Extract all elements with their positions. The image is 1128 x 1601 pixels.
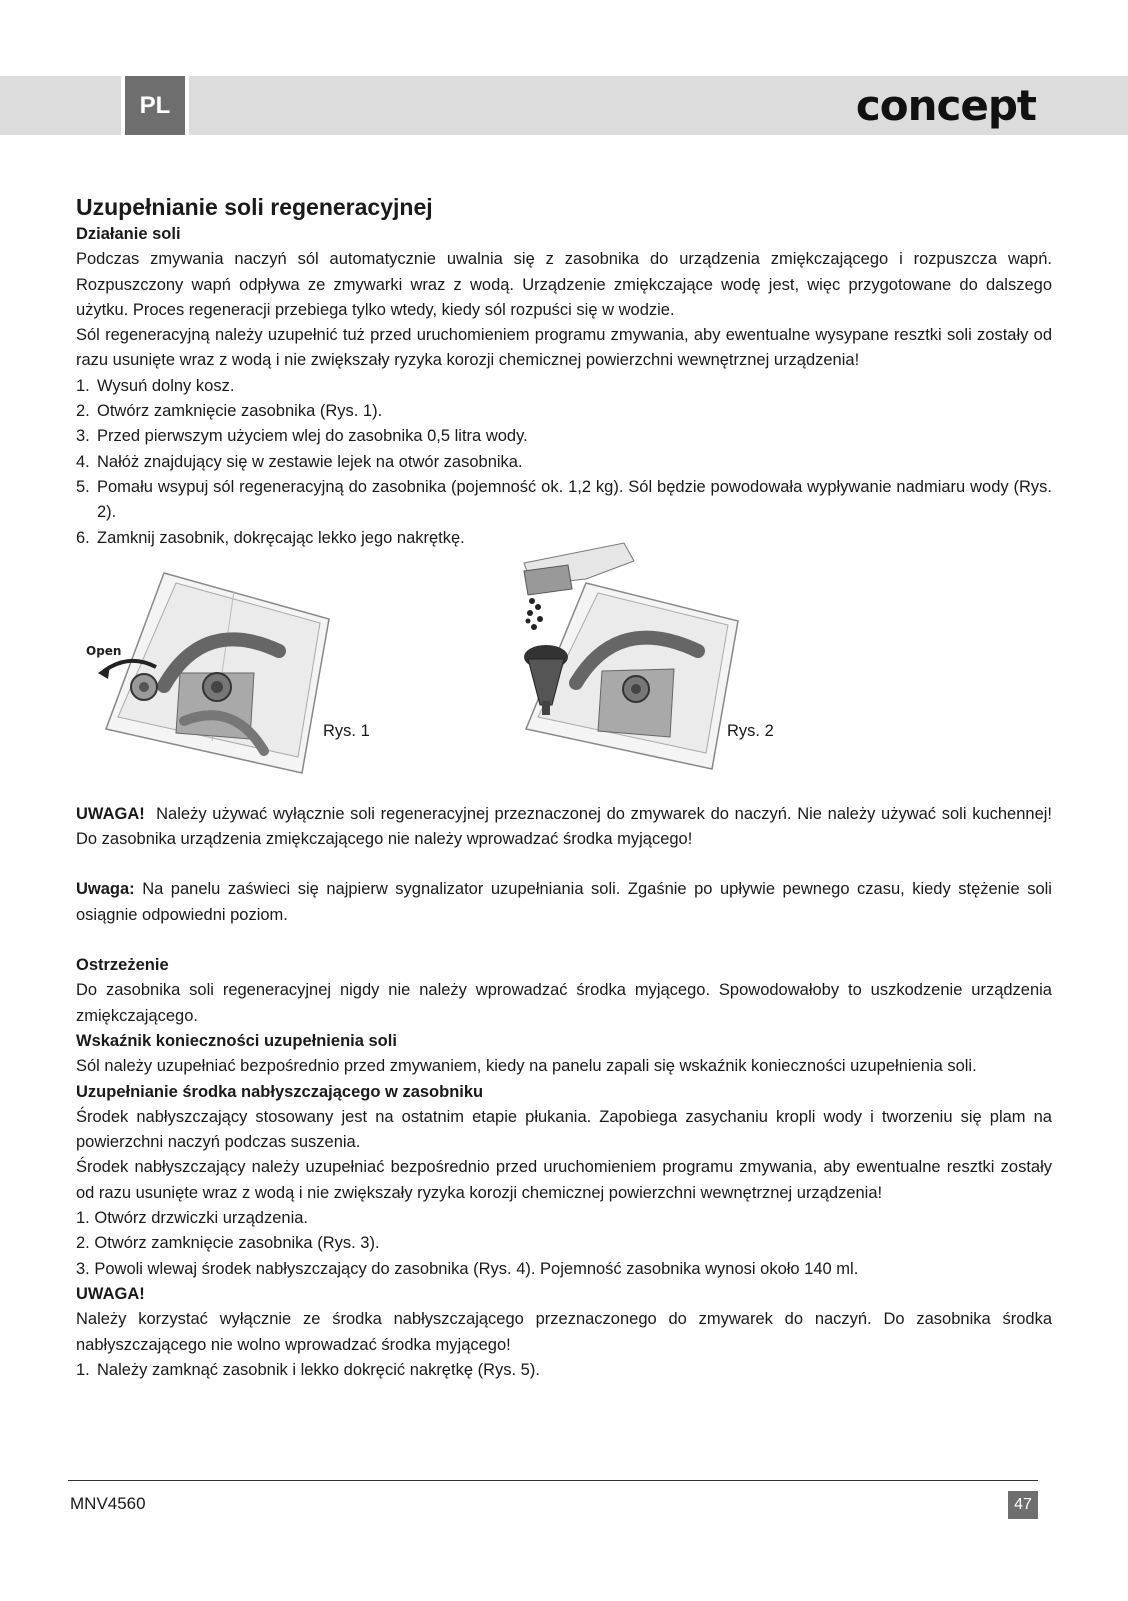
paragraph: Sól należy uzupełniać bezpośrednio przed zmywaniem, kiedy na panelu zapali się wskaźnik konieczności uzupełnienia soli. — [76, 1057, 977, 1076]
figure-2-caption: Rys. 2 — [727, 721, 774, 740]
note-paragraph: Uwaga: Na panelu zaświeci się najpierw sygnalizator uzupełniania soli. Zgaśnie po upływie pewnego czasu, kiedy stężenie soli osiągnie odpowiedni poziom. — [76, 880, 1052, 924]
list-item: 1. Należy zamknąć zasobnik i lekko dokręcić nakrętkę (Rys. 5). — [76, 1360, 540, 1379]
rinse-steps-list — [76, 1206, 1052, 1282]
steps-list — [76, 374, 1052, 551]
figure-1-open-label: Open — [86, 643, 122, 658]
footer-divider — [68, 1480, 1038, 1481]
subsection-title: Uzupełnianie środka nabłyszczającego w zasobniku — [76, 1082, 484, 1101]
list-item: 2. Otwórz zamknięcie zasobnika (Rys. 1). — [76, 402, 383, 421]
subsection-title: Wskaźnik konieczności uzupełnienia soli — [76, 1031, 397, 1050]
paragraph: Środek nabłyszczający stosowany jest na ostatnim etapie płukania. Zapobiega zasychaniu kropli wody i tworzeniu się plam na powierzchni naczyń podczas suszenia. — [76, 1107, 1052, 1152]
paragraph: Podczas zmywania naczyń sól automatycznie uwalnia się z zasobnika do urządzenia zmiękczającego i rozpuszcza wapń. Rozpuszczony wapń odpływa ze zmywarki wraz z wodą. Urządzenie zmiękczające wodę jest, więc przygotowane do dalszego użytku. Proces regeneracji przebiega tylko wtedy, kiedy sól rozpuści się w wodzie. — [76, 250, 1052, 319]
list-item: 6. Zamknij zasobnik, dokręcając lekko jego nakrętkę. — [76, 528, 465, 547]
list-item: 5. Pomału wsypuj sól regeneracyjną do zasobnika (pojemność ok. 1,2 kg). Sól będzie powodowała wypływanie nadmiaru wody (Rys. 2). — [76, 477, 1052, 522]
list-item: 4. Nałóż znajdujący się w zestawie lejek na otwór zasobnika. — [76, 452, 523, 471]
figure-1-illustration — [84, 561, 334, 786]
list-item: 2. Otwórz zamknięcie zasobnika (Rys. 3). — [76, 1234, 380, 1253]
list-item: 1. Otwórz drzwiczki urządzenia. — [76, 1209, 309, 1228]
subsection-title: Ostrzeżenie — [76, 956, 169, 975]
figure-2-illustration — [506, 541, 746, 783]
figures-row — [76, 553, 1052, 800]
warning-paragraph: UWAGA! Należy używać wyłącznie soli regeneracyjnej przeznaczonej do zmywarek do naczyń. Nie należy używać soli kuchennej! Do zasobnika urządzenia zmiękczającego nie należy wprowadzać środka myjącego! — [76, 804, 1053, 849]
list-item: 3. Powoli wlewaj środek nabłyszczający do zasobnika (Rys. 4). Pojemność zasobnika wynosi około 140 ml. — [76, 1259, 859, 1278]
subsection-title: Działanie soli — [76, 225, 181, 243]
language-badge: PL — [121, 76, 189, 135]
final-steps-list — [76, 1358, 1052, 1383]
list-item: 1. Wysuń dolny kosz. — [76, 376, 235, 395]
paragraph: Sól regeneracyjną należy uzupełnić tuż przed uruchomieniem programu zmywania, aby ewentualne wysypane resztki soli zostały od razu usunięte wraz z wodą i nie zwiększały ryzyka korozji chemicznej powierzchni wewnętrznej urządzenia! — [76, 326, 1052, 370]
list-item: 3. Przed pierwszym użyciem wlej do zasobnika 0,5 litra wody. — [76, 427, 528, 446]
paragraph: Należy korzystać wyłącznie ze środka nabłyszczającego przeznaczonego do zmywarek do naczyń. Do zasobnika środka nabłyszczającego nie wolno wprowadzać środka myjącego! — [76, 1310, 1052, 1354]
paragraph: Środek nabłyszczający należy uzupełniać bezpośrednio przed uruchomieniem programu zmywania, aby ewentualne resztki zostały od razu usunięte wraz z wodą i nie zwiększały ryzyka korozji chemicznej powierzchni wewnętrznej urządzenia! — [76, 1158, 1052, 1202]
document-body — [76, 192, 1052, 1383]
note-label: Uwaga: — [76, 880, 135, 899]
section-title: Uzupełnianie soli regeneracyjnej — [76, 194, 433, 220]
figure-1-caption: Rys. 1 — [323, 721, 370, 740]
page-number: 47 — [1008, 1491, 1038, 1519]
warning-label: UWAGA! — [76, 804, 145, 823]
model-number: MNV4560 — [70, 1494, 146, 1513]
subsection-title: UWAGA! — [76, 1284, 145, 1303]
brand-logo: concept — [855, 81, 1036, 130]
paragraph: Do zasobnika soli regeneracyjnej nigdy nie należy wprowadzać środka myjącego. Spowodowałoby to uszkodzenie urządzenia zmiękczającego. — [76, 981, 1052, 1025]
